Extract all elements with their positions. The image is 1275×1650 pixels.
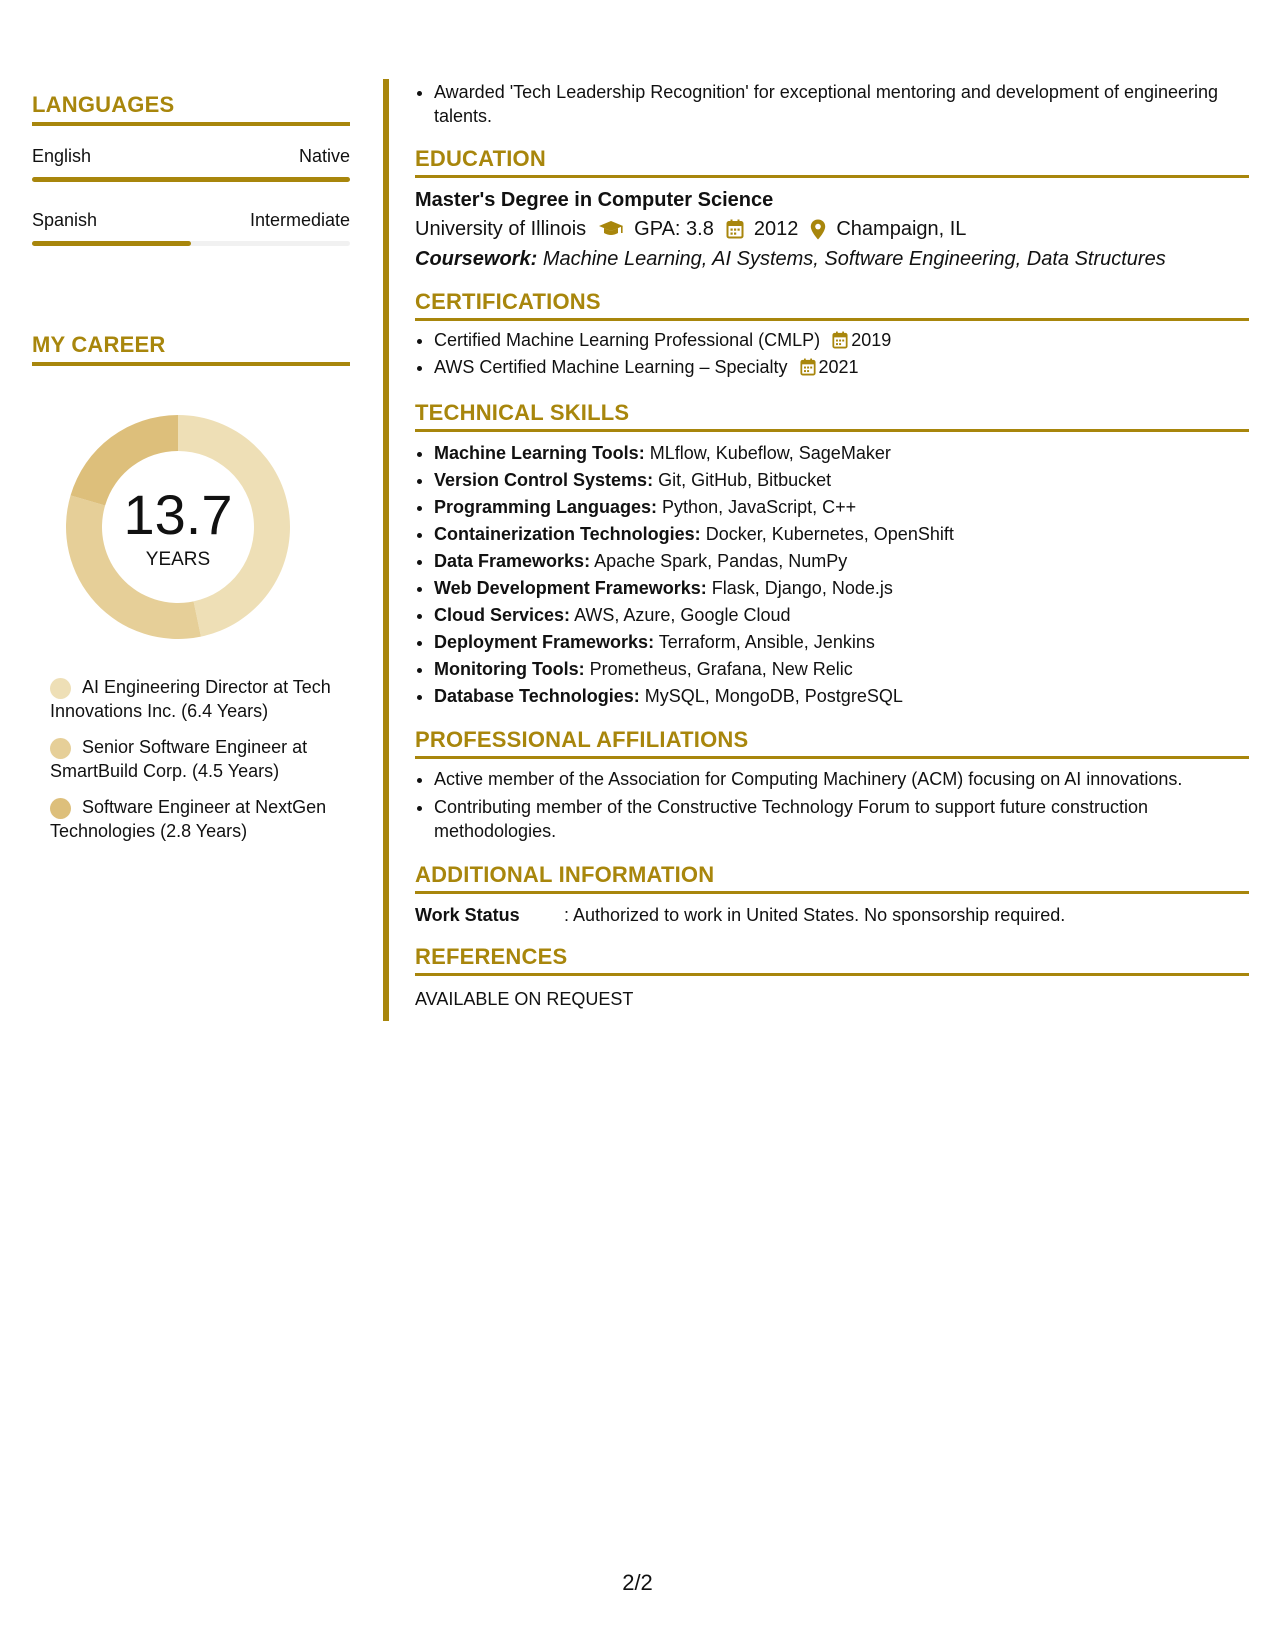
coursework-value: Machine Learning, AI Systems, Software Engineering, Data Structures [542,248,1166,270]
career-legend-label: Senior Software Engineer at SmartBuild Corp. (4.5 Years) [50,737,308,781]
career-total-years: 13.7 [123,483,233,546]
skill-value: MLflow, Kubeflow, SageMaker [649,443,891,463]
skills-title: TECHNICAL SKILLS [415,400,1249,432]
skill-value: Prometheus, Grafana, New Relic [589,659,853,679]
education-section [415,146,1249,274]
skill-value: Flask, Django, Node.js [711,578,893,598]
work-status-value: : Authorized to work in United States. No sponsorship required. [564,905,1066,925]
skill-label: Deployment Frameworks: [434,632,655,652]
affiliations-section [415,727,1249,843]
graduation-cap-icon [598,220,624,238]
references-section [415,944,1249,1012]
column-divider [383,79,389,1021]
language-name: English [32,146,92,166]
education-meta [415,214,1249,244]
language-proficiency-fill [32,177,350,182]
calendar-icon [832,331,848,349]
certifications-title: CERTIFICATIONS [415,289,1249,321]
calendar-icon [800,358,816,376]
page-number: 2/2 [622,1570,653,1595]
skill-item [434,467,1249,494]
language-level: Intermediate [249,210,350,230]
language-proficiency-fill [32,241,191,246]
calendar-icon [726,219,744,239]
education-location: Champaign, IL [836,218,967,240]
education-school: University of Illinois [415,218,587,240]
affiliation-item: • Contributing member of the Constructive Technology Forum to support future construction methodologies. [434,795,1249,843]
certifications-section [415,289,1249,381]
skill-value: MySQL, MongoDB, PostgreSQL [644,686,903,706]
skill-label: Cloud Services: [434,605,571,625]
additional-info-title: ADDITIONAL INFORMATION [415,862,1249,894]
work-status-label: Work Status [415,905,520,925]
certification-year: 2021 [818,357,859,377]
skill-label: Containerization Technologies: [434,524,701,544]
skill-item [434,602,1249,629]
skill-label: Monitoring Tools: [434,659,585,679]
education-coursework [415,244,1249,274]
affiliations-title: PROFESSIONAL AFFILIATIONS [415,727,1249,759]
certification-year: 2019 [851,330,892,350]
career-legend-label: Software Engineer at NextGen Technologies (2.8 Years) [50,797,327,841]
skill-item [434,440,1249,467]
references-text: AVAILABLE ON REQUEST [415,989,634,1009]
career-years-unit: YEARS [145,549,211,570]
work-status-row [415,902,1249,928]
skill-item [434,575,1249,602]
skill-value: Docker, Kubernetes, OpenShift [705,524,954,544]
career-legend-item [50,795,350,843]
career-legend-item [50,735,350,783]
career-legend-item [50,675,350,723]
language-item [32,210,350,246]
education-degree: Master's Degree in Computer Science [415,189,774,211]
skill-label: Version Control Systems: [434,470,654,490]
additional-info-section [415,862,1249,928]
certification-item [434,354,1249,381]
location-pin-icon [810,219,826,240]
certification-item [434,327,1249,354]
career-legend [50,675,350,855]
legend-dot-icon [50,738,71,759]
skill-value: Git, GitHub, Bitbucket [658,470,832,490]
education-title: EDUCATION [415,146,1249,178]
skill-value: Terraform, Ansible, Jenkins [658,632,875,652]
languages-title: LANGUAGES [32,92,350,126]
coursework-label: Coursework: [415,248,538,270]
education-year: 2012 [753,218,799,240]
award-bullet: • Awarded 'Tech Leadership Recognition' for exceptional mentoring and development of engineering talents. [434,80,1249,128]
career-legend-label: AI Engineering Director at Tech Innovations Inc. (6.4 Years) [50,677,331,721]
skill-label: Database Technologies: [434,686,640,706]
affiliation-item: • Active member of the Association for Computing Machinery (ACM) focusing on AI innovations. [434,767,1249,791]
references-title: REFERENCES [415,944,1249,976]
skill-item [434,683,1249,710]
legend-dot-icon [50,678,71,699]
skill-item [434,494,1249,521]
skill-item [434,656,1249,683]
career-section [32,332,350,366]
skill-item [434,521,1249,548]
languages-section [32,92,350,246]
education-gpa: GPA: 3.8 [634,218,714,240]
skill-label: Programming Languages: [434,497,658,517]
legend-dot-icon [50,798,71,819]
language-item [32,146,350,182]
skill-value: Apache Spark, Pandas, NumPy [594,551,848,571]
language-name: Spanish [32,210,98,230]
award-section [415,80,1249,128]
language-proficiency-bar [32,241,350,246]
language-proficiency-bar [32,177,350,182]
certification-name: Certified Machine Learning Professional (CMLP) [434,330,821,350]
skill-label: Web Development Frameworks: [434,578,707,598]
skill-value: Python, JavaScript, C++ [662,497,857,517]
career-title: MY CAREER [32,332,350,366]
skill-item [434,629,1249,656]
skills-section [415,400,1249,710]
language-level: Native [298,146,350,166]
certification-name: AWS Certified Machine Learning – Specialty [434,357,788,377]
skill-value: AWS, Azure, Google Cloud [574,605,791,625]
career-donut-chart [66,415,290,639]
skill-label: Data Frameworks: [434,551,591,571]
skill-label: Machine Learning Tools: [434,443,645,463]
skill-item [434,548,1249,575]
